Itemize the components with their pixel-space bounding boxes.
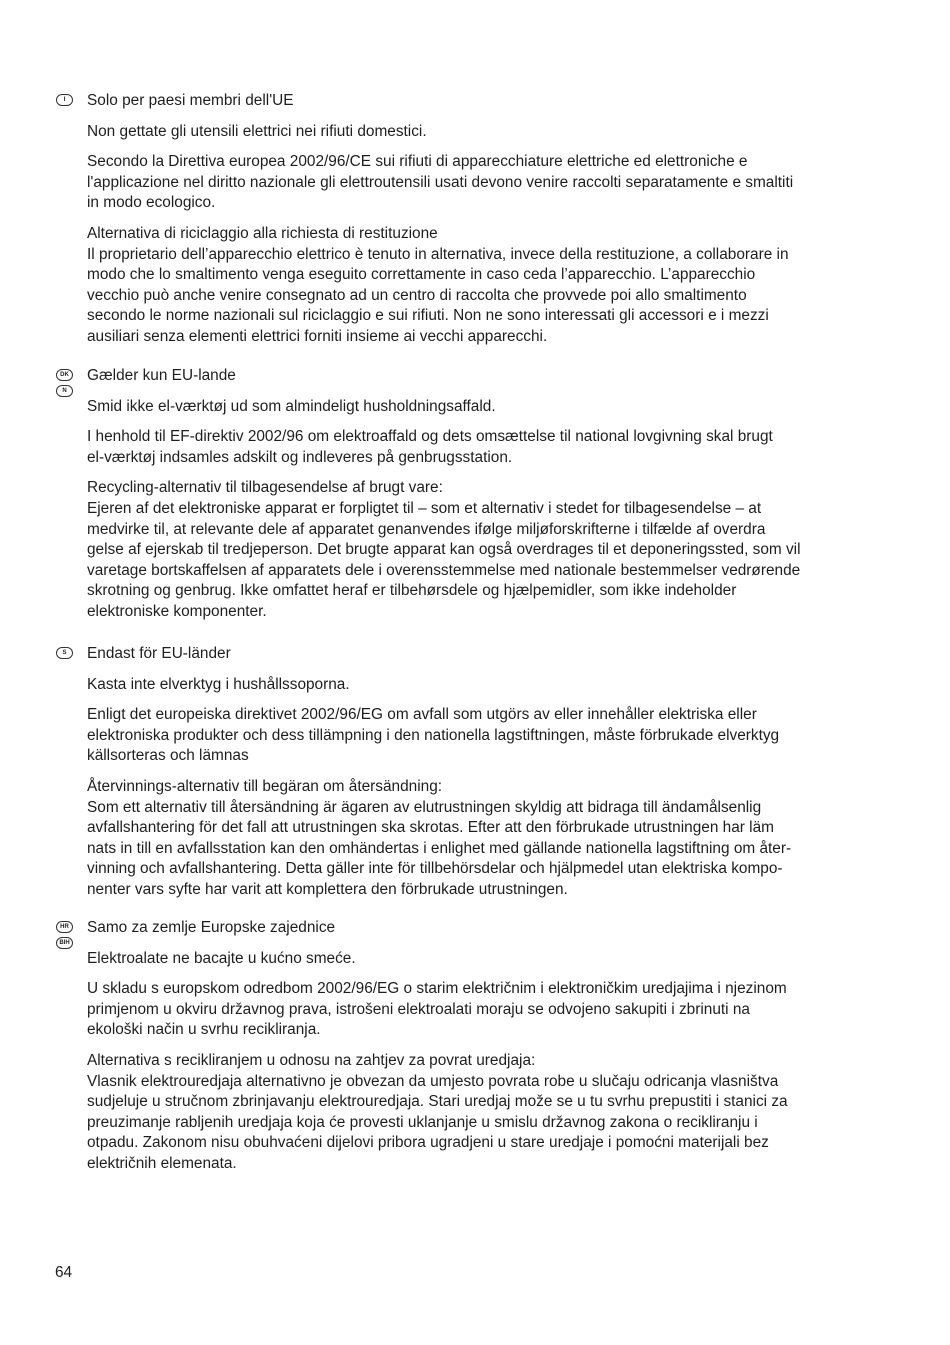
- directive-paragraph: U skladu s europskom odredbom 2002/96/EG o starim električnim i elektroničkim uredjajima i njezinom primjenom u okviru državnog prava, istrošeni elektroalati moraju se odvojeno sakupiti i zbrinuti na ekološki način u svrhu recikliranja.: [87, 980, 787, 1039]
- language-flags: [56, 369, 74, 401]
- language-badge-icon: N: [56, 385, 73, 397]
- section-content: [87, 918, 902, 1185]
- disposal-warning: Kasta inte elverktyg i hushållssoporna.: [87, 675, 350, 693]
- directive-paragraph: Enligt det europeiska direktivet 2002/96/EG om avfall som utgörs av eller innehåller elektriska eller elektroniska produkter och dess tillämpning i den nationella lagstiftningen, måste förbrukade elverktyg källsorteras och lämnas: [87, 706, 780, 765]
- section-content: [87, 644, 902, 911]
- disposal-warning: Smid ikke el-værktøj ud som almindeligt husholdningsaffald.: [87, 397, 496, 415]
- recycling-paragraph: Alternativa s recikliranjem u odnosu na zahtjev za povrat uredjaja: Vlasnik elektrouredjaja alternativno je obvezan da umjesto povrata robe u slučaju odricanja vlasništva sudjeluje u stručnom zbrinjavanju elektrouredjaja. Stari uredjaj može se u tu svrhu prepustiti i stanici za preuzimanje rabljenih uredjaja koja će provesti uklanjanje u smislu državnog zakona o recikliranju i otpadu. Zakonom nisu obuhvaćeni dijelovi pribora ugradjeni u stare uredjaje i pomoćni materijali bez električnih elemenata.: [87, 1051, 788, 1172]
- language-badge-icon: S: [56, 647, 73, 659]
- section-content: [87, 366, 902, 633]
- section-heading: Gælder kun EU-lande: [87, 367, 236, 384]
- disposal-warning: Elektroalate ne bacajte u kućno smeće.: [87, 949, 356, 967]
- section-heading: Solo per paesi membri dell'UE: [87, 92, 294, 109]
- recycling-paragraph: Återvinnings-alternativ till begäran om återsändning: Som ett alternativ till återsändning är ägaren av elutrustningen skyldig att bidraga till ändamålsenlig avfallshantering för det fall att utrustningen ska skrotas. Efter att den förbrukade utrustningen har läm nats in till en avfallsstation kan den omhändertas i enlighet med gällande nationella lagstiftning om åter- vinning och avfallshantering. Detta gäller inte för tillbehörsdelar och hjälpmedel utan elektriska kompo- nenter vars syfte har varit att komplettera den förbrukade utrustningen.: [87, 777, 792, 898]
- language-badge-icon: HR: [56, 921, 73, 933]
- page-number: 64: [55, 1264, 73, 1281]
- language-flags: [56, 921, 74, 953]
- language-flags: [56, 94, 74, 110]
- disposal-warning: Non gettate gli utensili elettrici nei rifiuti domestici.: [87, 122, 427, 140]
- language-badge-icon: DK: [56, 369, 73, 381]
- language-badge-icon: BIH: [56, 937, 73, 949]
- section-content: [87, 91, 902, 358]
- directive-paragraph: Secondo la Direttiva europea 2002/96/CE sui rifiuti di apparecchiature elettriche ed elettroniche e l'applicazione nel diritto nazionale gli elettroutensili usati devono venire raccolti separatamente e smaltiti in modo ecologico.: [87, 153, 794, 212]
- directive-paragraph: I henhold til EF-direktiv 2002/96 om elektroaffald og dets omsættelse til national lovgivning skal brugt el-værktøj indsamles adskilt og indleveres på genbrugsstation.: [87, 428, 773, 466]
- language-flags: [56, 647, 74, 663]
- recycling-paragraph: Alternativa di riciclaggio alla richiesta di restituzione Il proprietario dell’apparecchio elettrico è tenuto in alternativa, invece della restituzione, a collaborare in modo che lo smaltimento venga eseguito correttamente in caso ceda l’apparecchio. L’apparecchio vecchio può anche venire consegnato ad un centro di raccolta che provvede poi allo smaltimento secondo le norme nazionali sul riciclaggio e sui rifiuti. Non ne sono interessati gli accessori e i mezzi ausiliari senza elementi elettrici forniti insieme ai vecchi apparecchi.: [87, 224, 789, 345]
- section-heading: Samo za zemlje Europske zajednice: [87, 919, 336, 936]
- language-badge-icon: I: [56, 94, 73, 106]
- recycling-paragraph: Recycling-alternativ til tilbagesendelse af brugt vare: Ejeren af det elektroniske apparat er forpligtet til – som et alternativ i stedet for tilbagesendelse – at medvirke til, at relevante dele af apparatet genanvendes ifølge miljøforskrifterne i tilfælde af overdra gelse af ejerskab til tredjeperson. Det brugte apparat kan også overdrages til et deponeringssted, som vil varetage bortskaffelsen af apparatets dele i overensstemmelse med nationale bestemmelser vedrørende skrotning og genbrug. Ikke omfattet heraf er tilbehørsdele og hjælpemidler, som ikke indeholder elektroniske komponenter.: [87, 479, 801, 620]
- section-heading: Endast för EU-länder: [87, 645, 231, 662]
